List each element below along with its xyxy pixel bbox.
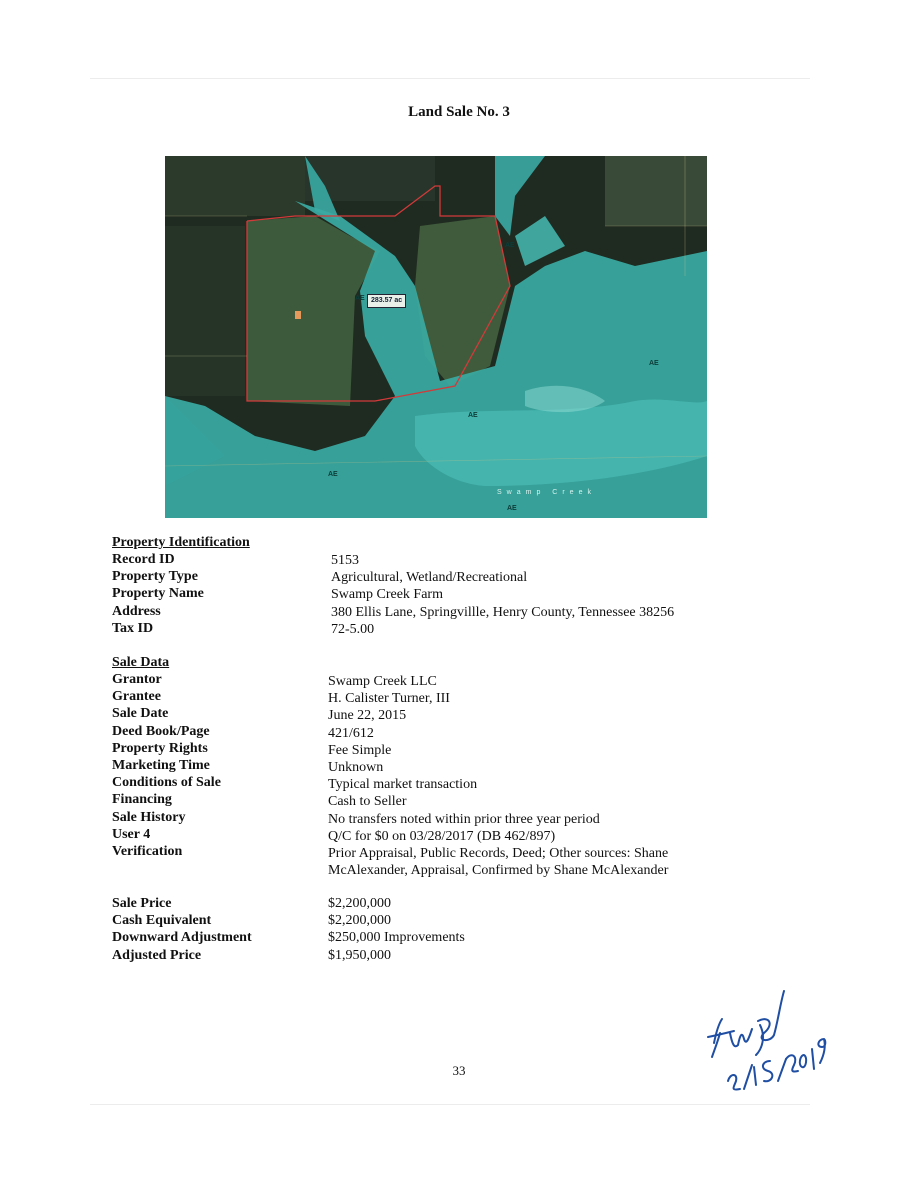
field-row	[112, 895, 762, 912]
field-row	[112, 551, 762, 568]
field-value: 421/612	[328, 725, 374, 741]
field-row	[112, 826, 762, 843]
field-value: 380 Ellis Lane, Springvillle, Henry County, Tennessee 38256	[331, 604, 675, 620]
map-graphic	[165, 156, 707, 518]
section-heading: Sale Data	[112, 655, 170, 670]
page-number: 33	[452, 1063, 466, 1078]
field-row	[112, 912, 762, 929]
field-label: Property Name	[112, 586, 204, 602]
field-row	[112, 620, 762, 637]
field-label: Record ID	[112, 552, 175, 567]
field-label: Marketing Time	[112, 757, 210, 773]
field-label: Tax ID	[112, 620, 154, 636]
field-row	[112, 568, 762, 585]
scan-artifact-line	[90, 1104, 810, 1105]
field-label: User 4	[112, 826, 151, 842]
field-row	[112, 791, 762, 808]
field-value: No transfers noted within prior three year period	[328, 811, 600, 827]
scan-artifact-line	[90, 78, 810, 79]
field-row	[112, 723, 762, 740]
flood-zone-label: AE	[505, 242, 515, 249]
field-value: $1,950,000	[328, 947, 391, 963]
field-value: Swamp Creek LLC	[328, 674, 437, 689]
pricing-section	[112, 895, 762, 964]
field-row	[112, 929, 762, 946]
flood-zone-label: AE	[355, 295, 365, 302]
field-row	[112, 740, 762, 757]
field-value: Fee Simple	[328, 742, 392, 758]
field-label: Address	[112, 603, 161, 619]
field-value: H. Calister Turner, III	[328, 691, 450, 707]
field-value: Unknown	[328, 759, 384, 775]
field-value: June 22, 2015	[328, 708, 407, 724]
field-label: Downward Adjustment	[112, 930, 252, 946]
field-value: $250,000 Improvements	[328, 930, 465, 946]
field-label: Sale History	[112, 809, 186, 825]
field-row	[112, 947, 762, 964]
field-value: 5153	[331, 553, 359, 568]
field-row	[112, 757, 762, 774]
field-row	[112, 774, 762, 791]
flood-zone-label: AE	[328, 471, 338, 478]
field-label: Sale Date	[112, 706, 169, 722]
field-row	[112, 688, 762, 705]
property-identification-section	[112, 534, 762, 637]
section-heading: Property Identification	[112, 535, 250, 550]
aerial-map	[165, 156, 707, 518]
field-label: Verification	[112, 843, 183, 859]
field-label: Deed Book/Page	[112, 723, 210, 739]
field-row	[112, 843, 762, 877]
field-label: Financing	[112, 792, 172, 808]
flood-zone-label: AE	[468, 412, 478, 419]
field-row	[112, 705, 762, 722]
field-value: Typical market transaction	[328, 777, 478, 793]
field-label: Sale Price	[112, 896, 172, 911]
page-title: Land Sale No. 3	[408, 104, 510, 120]
field-label: Grantor	[112, 672, 162, 687]
field-label: Cash Equivalent	[112, 913, 212, 929]
field-label: Adjusted Price	[112, 947, 202, 963]
field-value: Cash to Seller	[328, 794, 407, 810]
field-row	[112, 585, 762, 602]
field-value: Prior Appraisal, Public Records, Deed; Other sources: Shane McAlexander, Appraisal, Confirmed by Shane McAlexander	[328, 845, 669, 879]
sale-data-section	[112, 654, 762, 877]
flood-zone-label: AE	[649, 360, 659, 367]
field-label: Grantee	[112, 689, 161, 705]
field-row	[112, 809, 762, 826]
field-value: $2,200,000	[328, 913, 391, 929]
acreage-label: 283.57 ac	[367, 294, 406, 308]
creek-label: Swamp Creek	[497, 489, 596, 496]
field-value: Swamp Creek Farm	[331, 587, 443, 603]
field-value: Q/C for $0 on 03/28/2017 (DB 462/897)	[328, 828, 556, 844]
field-label: Property Rights	[112, 740, 208, 756]
field-value: Agricultural, Wetland/Recreational	[331, 570, 528, 586]
signature-image	[700, 985, 830, 1105]
field-row	[112, 671, 762, 688]
field-row	[112, 603, 762, 620]
flood-zone-label: AE	[507, 505, 517, 512]
field-label: Conditions of Sale	[112, 775, 221, 791]
field-label: Property Type	[112, 569, 198, 585]
field-value: $2,200,000	[328, 896, 391, 911]
field-value: 72-5.00	[331, 621, 375, 637]
handwritten-signature	[700, 985, 830, 1110]
